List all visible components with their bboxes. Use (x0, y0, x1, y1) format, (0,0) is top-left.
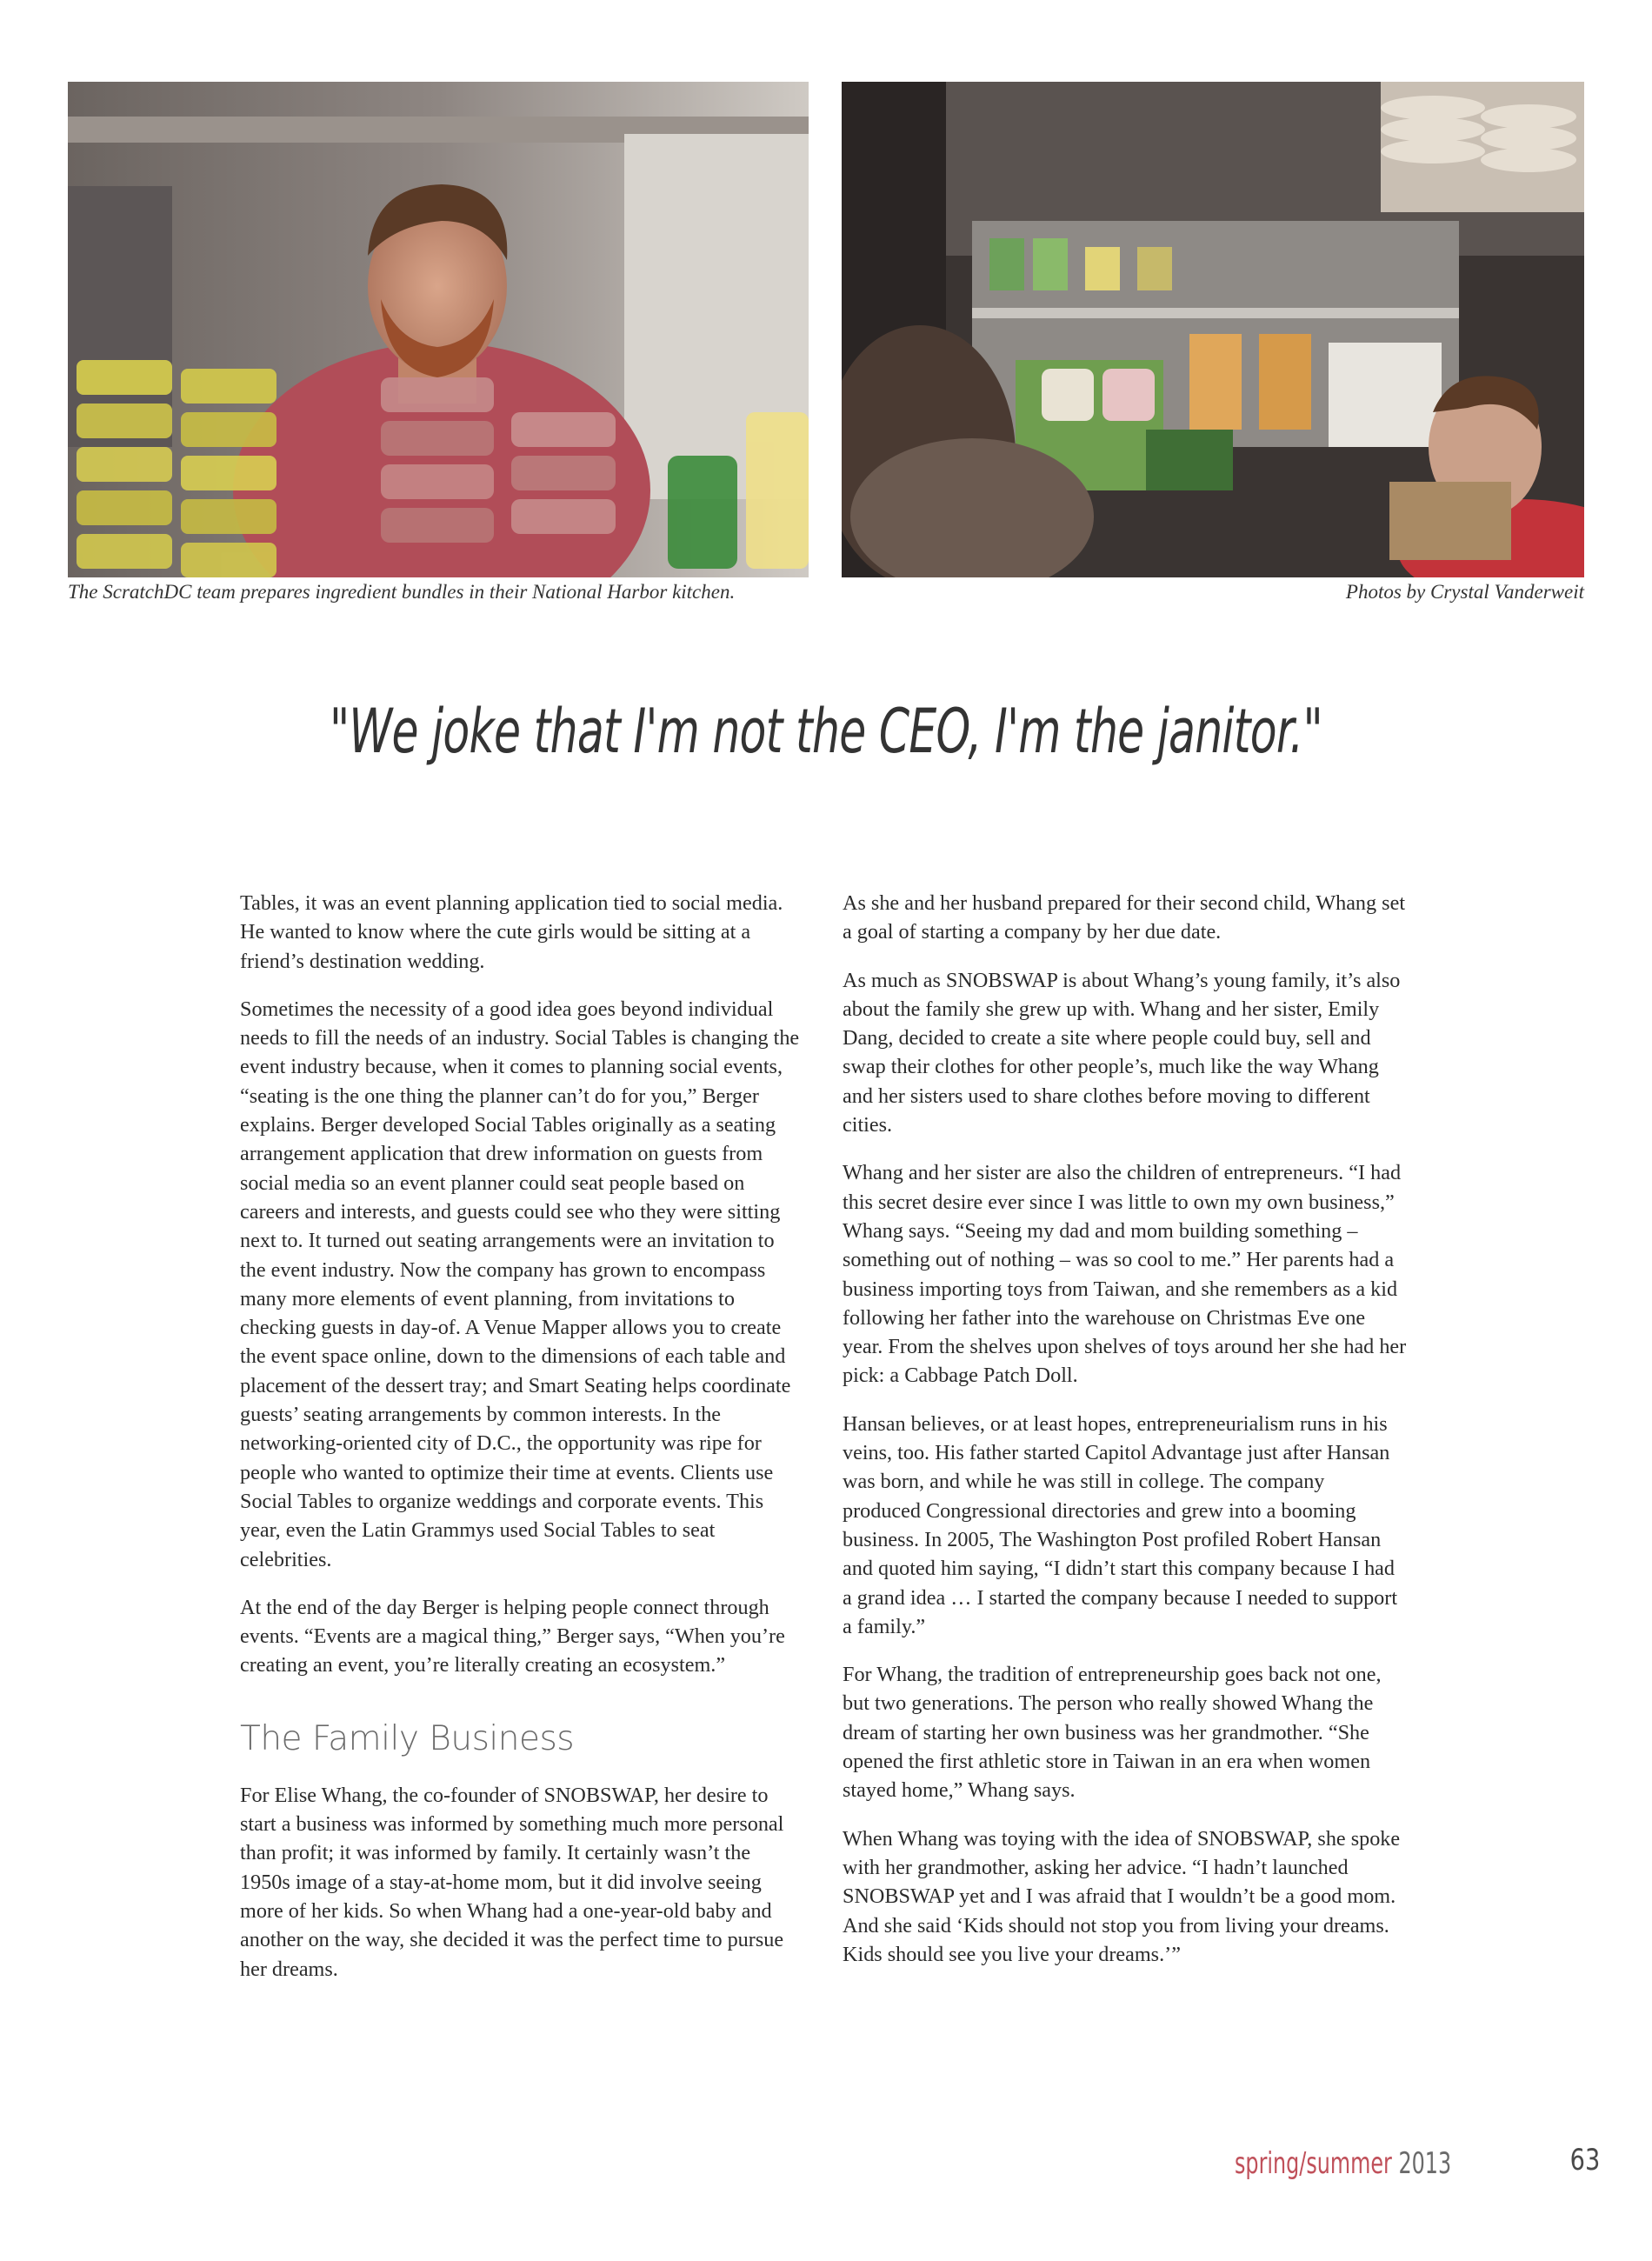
paragraph: Tables, it was an event planning application tied to social media. He wanted to know where the cute girls would be sitting at a friend’s destination wedding. (240, 891, 783, 973)
paragraph: Hansan believes, or at least hopes, entrepreneurialism runs in his veins, too. His father started Capitol Advantage just after Hansan was born, and while he was still in college. The company produced Congressional directories and grew into a booming business. In 2005, The Washington Post profiled Robert Hansan and quoted him saying, “I didn’t start this company because I had a grand idea … I started the company because I needed to support a family.” (843, 1411, 1398, 1638)
pull-quote: "We joke that I'm not the CEO, I'm the janitor." (329, 696, 1323, 767)
kitchen-photo-left (68, 82, 809, 577)
paragraph: Whang and her sister are also the children of entrepreneurs. “I had this secret desire ever since I was little to own my own business,” Whang says. “Seeing my dad and mom building something – something out of nothing – was so cool to me.” Her parents had a business importing toys from Taiwan, and she remembers as a kid following her father into the warehouse on Christmas Eve one year. From the shelves upon shelves of toys around her she had her pick: a Cabbage Patch Doll. (843, 1161, 1407, 1388)
issue-season: spring/summer (1235, 2146, 1392, 2181)
article-column-left (240, 889, 805, 2003)
issue-year: 2013 (1398, 2146, 1452, 2181)
paragraph: At the end of the day Berger is helping people connect through events. “Events are a magical thing,” Berger says, “When you’re creating an event, you’re literally creating an ecosystem.” (240, 1595, 785, 1677)
page-number: 63 (1569, 2143, 1600, 2178)
paragraph: As much as SNOBSWAP is about Whang’s young family, it’s also about the family she grew up with. Whang and her sister, Emily Dang, decided to create a site where people could buy, sell and swap their clothes for other people’s, much like the way Whang and her sisters used to share clothes before moving to different cities. (843, 968, 1401, 1137)
paragraph: When Whang was toying with the idea of SNOBSWAP, she spoke with her grandmother, asking her advice. “I hadn’t launched SNOBSWAP yet and I was afraid that I wouldn’t be a good mom. And she said ‘Kids should not stop you from living your dreams. Kids should see you live your dreams.’” (843, 1826, 1401, 1966)
article-column-right (843, 889, 1408, 1988)
kitchen-photo-right (842, 82, 1584, 577)
photo-credit: Photos by Crystal Vanderweit (1345, 581, 1584, 603)
section-heading: The Family Business (240, 1718, 575, 1758)
paragraph: As she and her husband prepared for their second child, Whang set a goal of starting a company by her due date. (843, 891, 1406, 944)
paragraph: For Elise Whang, the co-founder of SNOBSWAP, her desire to start a business was informed by something much more personal than profit; it was informed by family. It certainly wasn’t the 1950s image of a stay-at-home mom, but it did involve seeing more of her kids. So when Whang had a one-year-old baby and another on the way, she decided it was the perfect time to pursue her dreams. (240, 1783, 784, 1981)
issue-label (1235, 2146, 1451, 2181)
photo-caption: The ScratchDC team prepares ingredient bundles in their National Harbor kitchen. (68, 581, 736, 603)
paragraph: For Whang, the tradition of entrepreneurship goes back not one, but two generations. The person who really showed Whang the dream of starting her own business was her grandmother. “She opened the first athletic store in Taiwan in an era when women stayed home,” Whang says. (843, 1663, 1382, 1803)
paragraph: Sometimes the necessity of a good idea goes beyond individual needs to fill the needs of an industry. Social Tables is changing the event industry because, when it comes to planning social events, “seating is the one thing the planner can’t do for you,” Berger explains. Berger developed Social Tables originally as a seating arrangement application that drew information on guests from social media so an event planner could seat people based on careers and interests, and guests could see who they were sitting next to. It turned out seating arrangements were an invitation to the event industry. Now the company has grown to encompass many more elements of event planning, from invitations to checking guests in day-of. A Venue Mapper allows you to create the event space online, down to the dimensions of each table and placement of the dessert tray; and Smart Seating helps coordinate guests’ seating arrangements by common interests. In the networking-oriented city of D.C., the opportunity was ripe for people who wanted to optimize their time at events. Clients use Social Tables to organize weddings and corporate events. This year, even the Latin Grammys used Social Tables to seat celebrities. (240, 997, 800, 1571)
